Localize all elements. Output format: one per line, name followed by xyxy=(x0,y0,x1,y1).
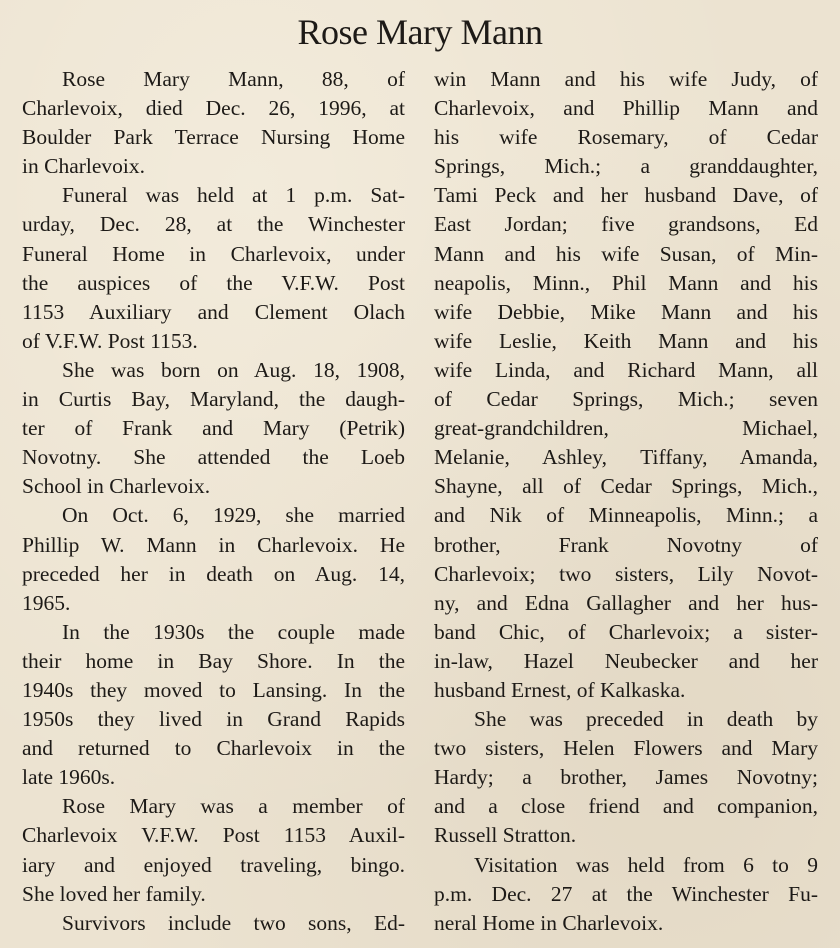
text-line: late 1960s. xyxy=(22,765,116,790)
obituary-column-left xyxy=(22,65,405,938)
text-line: p.m. Dec. 27 at the Winchester Fu- xyxy=(434,881,818,906)
text-line: Phillip W. Mann in Charlevoix. He xyxy=(22,532,405,557)
text-line: in Charlevoix. xyxy=(22,154,146,179)
text-line: She was preceded in death by xyxy=(474,707,818,732)
text-line: ter of Frank and Mary (Petrik) xyxy=(22,416,405,441)
obituary-column-right xyxy=(434,65,818,938)
text-line: brother, Frank Novotny of xyxy=(434,532,818,557)
text-line: neapolis, Minn., Phil Mann and his xyxy=(434,270,818,295)
text-line: Rose Mary was a member of xyxy=(62,794,405,819)
text-line: Funeral Home in Charlevoix, under xyxy=(22,241,405,266)
text-line: two sisters, Helen Flowers and Mary xyxy=(434,736,818,761)
text-line: Melanie, Ashley, Tiffany, Amanda, xyxy=(434,445,818,470)
text-line: Charlevoix V.F.W. Post 1153 Auxil- xyxy=(22,823,405,848)
text-line: Shayne, all of Cedar Springs, Mich., xyxy=(434,474,818,499)
obituary-title: Rose Mary Mann xyxy=(297,12,543,52)
text-line: his wife Rosemary, of Cedar xyxy=(434,125,818,150)
text-line: band Chic, of Charlevoix; a sister- xyxy=(434,619,818,644)
text-line: Visitation was held from 6 to 9 xyxy=(474,852,818,877)
text-line: in-law, Hazel Neubecker and her xyxy=(434,648,818,673)
text-line: Charlevoix, and Phillip Mann and xyxy=(434,96,818,121)
text-line: 1965. xyxy=(22,590,71,615)
text-line: East Jordan; five grandsons, Ed xyxy=(434,212,818,237)
text-line: of V.F.W. Post 1153. xyxy=(22,328,198,353)
text-line: Charlevoix; two sisters, Lily Novot- xyxy=(434,561,818,586)
text-line: and Nik of Minneapolis, Minn.; a xyxy=(434,503,818,528)
text-line: urday, Dec. 28, at the Winchester xyxy=(22,212,405,237)
text-line: wife Linda, and Richard Mann, all xyxy=(434,357,818,382)
text-line: Charlevoix, died Dec. 26, 1996, at xyxy=(22,96,405,121)
text-line: win Mann and his wife Judy, of xyxy=(434,67,818,91)
text-line: 1153 Auxiliary and Clement Olach xyxy=(22,299,405,324)
text-line: Survivors include two sons, Ed- xyxy=(62,910,405,935)
text-line: Rose Mary Mann, 88, of xyxy=(62,67,405,91)
text-line: the auspices of the V.F.W. Post xyxy=(22,270,405,295)
text-line: wife Debbie, Mike Mann and his xyxy=(434,299,818,324)
text-line: of Cedar Springs, Mich.; seven xyxy=(434,387,818,412)
text-line: iary and enjoyed traveling, bingo. xyxy=(22,852,405,877)
text-line: and returned to Charlevoix in the xyxy=(22,736,405,761)
text-line: On Oct. 6, 1929, she married xyxy=(62,503,405,528)
text-line: preceded her in death on Aug. 14, xyxy=(22,561,405,586)
text-line: Boulder Park Terrace Nursing Home xyxy=(22,125,405,150)
text-line: Russell Stratton. xyxy=(434,823,577,848)
text-line: and a close friend and companion, xyxy=(434,794,818,819)
text-line: She was born on Aug. 18, 1908, xyxy=(62,357,405,382)
text-line: Mann and his wife Susan, of Min- xyxy=(434,241,818,266)
text-line: Springs, Mich.; a granddaughter, xyxy=(434,154,818,179)
text-line: In the 1930s the couple made xyxy=(62,619,405,644)
text-line: husband Ernest, of Kalkaska. xyxy=(434,677,686,702)
text-line: 1950s they lived in Grand Rapids xyxy=(22,707,405,732)
text-line: Tami Peck and her husband Dave, of xyxy=(434,183,818,208)
text-line: 1940s they moved to Lansing. In the xyxy=(22,677,405,702)
text-line: wife Leslie, Keith Mann and his xyxy=(434,328,818,353)
text-line: She loved her family. xyxy=(22,881,206,906)
text-line: in Curtis Bay, Maryland, the daugh- xyxy=(22,387,405,412)
text-line: Funeral was held at 1 p.m. Sat- xyxy=(62,183,405,208)
text-line: Hardy; a brother, James Novotny; xyxy=(434,765,818,790)
text-line: neral Home in Charlevoix. xyxy=(434,910,664,935)
text-line: School in Charlevoix. xyxy=(22,474,211,499)
text-line: Novotny. She attended the Loeb xyxy=(22,445,405,470)
text-line: their home in Bay Shore. In the xyxy=(22,648,405,673)
text-line: great-grandchildren, Michael, xyxy=(434,416,818,441)
text-line: ny, and Edna Gallagher and her hus- xyxy=(434,590,818,615)
